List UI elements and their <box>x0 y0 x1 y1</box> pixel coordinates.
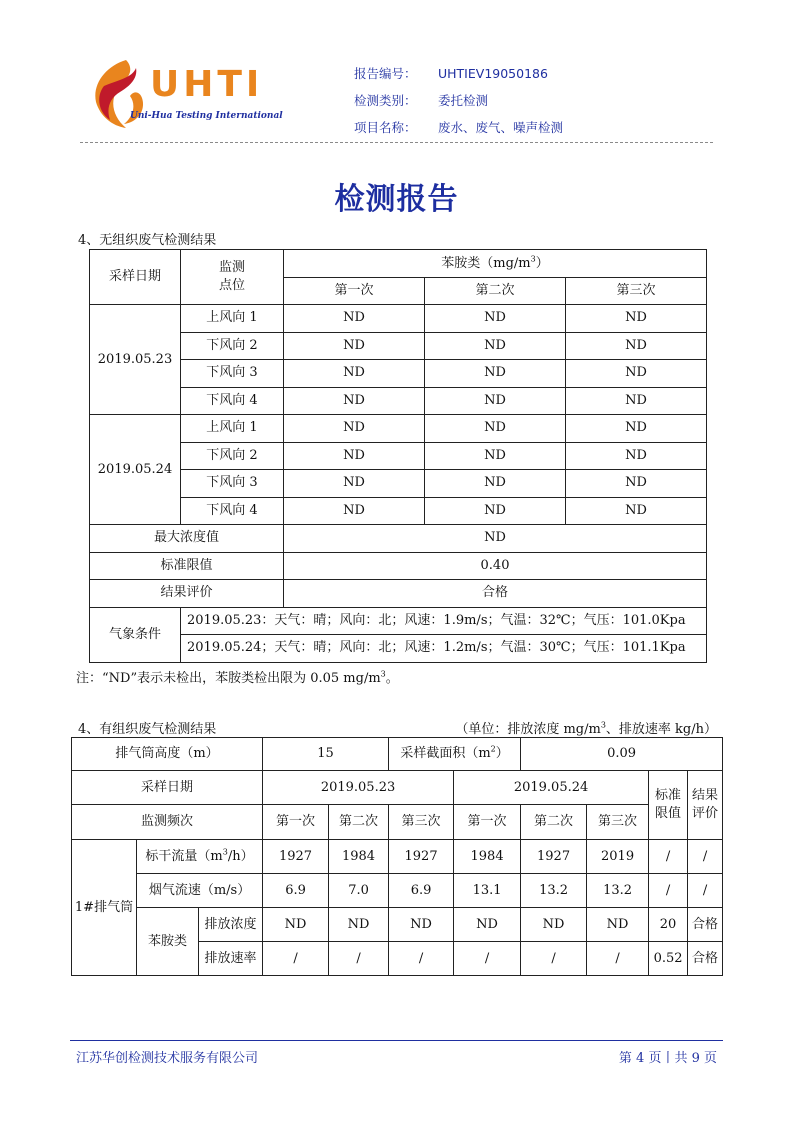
limit-cell: 20 <box>649 908 688 942</box>
date-1: 2019.05.23 <box>263 771 454 805</box>
value-cell: / <box>389 942 454 976</box>
value-cell: ND <box>284 415 425 443</box>
weather-row <box>90 635 707 663</box>
weather-row <box>90 607 707 635</box>
time-cell: 第一次 <box>263 805 329 840</box>
value-cell: ND <box>566 360 707 388</box>
table-row <box>90 497 707 525</box>
test-type: 委托检测 <box>438 93 489 108</box>
value-cell: 2019 <box>587 840 649 874</box>
logo-tagline: Uni-Hua Testing International <box>130 111 283 121</box>
area-label: 采样截面积$(m^2)$ <box>389 738 521 771</box>
value-cell: / <box>587 942 649 976</box>
table-row <box>90 360 707 388</box>
detection-note: 注：“ND”表示未检出，苯胺类检出限为 0.05 $mg/m^3$。 <box>76 669 399 686</box>
value-cell: ND <box>284 360 425 388</box>
eval-cell: / <box>688 840 723 874</box>
limit-value: 0.40 <box>284 552 707 580</box>
speed-label: 烟气流速（m/s） <box>137 874 263 908</box>
value-cell: ND <box>566 332 707 360</box>
value-cell: / <box>329 942 389 976</box>
value-cell: / <box>454 942 521 976</box>
max-row <box>90 525 707 553</box>
time-cell: 第二次 <box>521 805 587 840</box>
col-time-3: 第三次 <box>566 278 707 305</box>
col-time-2: 第二次 <box>425 278 566 305</box>
report-no: UHTIEV19050186 <box>438 66 548 81</box>
value-cell: ND <box>425 332 566 360</box>
table-row <box>72 908 723 942</box>
company-logo <box>86 56 286 136</box>
monitor-point: 下风向 4 <box>181 497 284 525</box>
limit-label: 标准限值 <box>90 552 284 580</box>
col-sample-date: 采样日期 <box>90 250 181 305</box>
sample-date: 2019.05.24 <box>90 415 181 525</box>
flow-label: 标干流量$(m^3/h)$ <box>137 840 263 874</box>
result-value: 合格 <box>284 580 707 608</box>
footer-company: 江苏华创检测技术服务有限公司 <box>76 1051 259 1066</box>
col-time-1: 第一次 <box>284 278 425 305</box>
limit-row <box>90 552 707 580</box>
value-cell: / <box>521 942 587 976</box>
value-cell: 7.0 <box>329 874 389 908</box>
value-cell: ND <box>425 497 566 525</box>
result-label: 结果评价 <box>90 580 284 608</box>
stack-height-label: 排气筒高度（m） <box>72 738 263 771</box>
value-cell: / <box>263 942 329 976</box>
value-cell: 1927 <box>521 840 587 874</box>
value-cell: ND <box>566 305 707 333</box>
monitor-point: 上风向 1 <box>181 415 284 443</box>
value-cell: ND <box>284 305 425 333</box>
limit-cell: / <box>649 840 688 874</box>
monitor-point: 下风向 2 <box>181 332 284 360</box>
col-monitor-point: 监测 点位 <box>181 250 284 305</box>
stack-gas-table <box>71 737 723 976</box>
time-cell: 第三次 <box>587 805 649 840</box>
section2-unit-note: （单位：排放浓度 $mg/m^3$、排放速率 kg/h） <box>455 720 717 737</box>
value-cell: 6.9 <box>389 874 454 908</box>
max-label: 最大浓度值 <box>90 525 284 553</box>
monitor-point: 下风向 2 <box>181 442 284 470</box>
value-cell: 1984 <box>454 840 521 874</box>
report-no-label: 报告编号： <box>354 66 417 81</box>
limit-cell: / <box>649 874 688 908</box>
value-cell: ND <box>566 470 707 498</box>
footer-divider <box>70 1040 723 1041</box>
value-cell: ND <box>425 470 566 498</box>
project-name: 废水、废气、噪声检测 <box>438 120 564 135</box>
section2-title: 4、有组织废气检测结果 <box>78 722 217 737</box>
value-cell: ND <box>425 415 566 443</box>
value-cell: ND <box>566 442 707 470</box>
table-row <box>72 840 723 874</box>
sample-date: 2019.05.23 <box>90 305 181 415</box>
table-row <box>90 387 707 415</box>
monitor-point: 上风向 1 <box>181 305 284 333</box>
value-cell: ND <box>284 332 425 360</box>
value-cell: ND <box>587 908 649 942</box>
weather-label: 气象条件 <box>90 607 181 662</box>
conc-label: 排放浓度 <box>199 908 263 942</box>
monitor-point: 下风向 3 <box>181 470 284 498</box>
result-row <box>90 580 707 608</box>
value-cell: ND <box>566 497 707 525</box>
logo-wordmark: UHTI <box>150 64 264 105</box>
table-row <box>90 305 707 333</box>
value-cell: ND <box>284 387 425 415</box>
time-cell: 第一次 <box>454 805 521 840</box>
value-cell: ND <box>263 908 329 942</box>
time-cell: 第三次 <box>389 805 454 840</box>
area-value: 0.09 <box>521 738 723 771</box>
col-limit: 标准 限值 <box>649 771 688 840</box>
value-cell: ND <box>425 442 566 470</box>
value-cell: 1927 <box>263 840 329 874</box>
eval-cell: 合格 <box>688 908 723 942</box>
header-divider <box>80 142 713 143</box>
test-type-label: 检测类别： <box>354 93 417 108</box>
value-cell: ND <box>566 387 707 415</box>
value-cell: 13.2 <box>587 874 649 908</box>
col-aniline-group: 苯胺类$(mg/m^3)$ <box>284 250 707 278</box>
limit-cell: 0.52 <box>649 942 688 976</box>
rate-label: 排放速率 <box>199 942 263 976</box>
weather-day2: 2019.05.24；天气：晴；风向：北；风速：1.2m/s；气温：30℃；气压：101.1Kpa <box>181 635 707 663</box>
table-row <box>90 332 707 360</box>
value-cell: 1927 <box>389 840 454 874</box>
value-cell: 13.1 <box>454 874 521 908</box>
fugitive-gas-table <box>89 249 707 663</box>
value-cell: ND <box>425 387 566 415</box>
value-cell: 1984 <box>329 840 389 874</box>
value-cell: ND <box>329 908 389 942</box>
freq-label: 监测频次 <box>72 805 263 840</box>
project-label: 项目名称： <box>354 120 417 135</box>
value-cell: ND <box>566 415 707 443</box>
value-cell: ND <box>389 908 454 942</box>
value-cell: ND <box>284 442 425 470</box>
max-value: ND <box>284 525 707 553</box>
pollutant-name: 苯胺类 <box>137 908 199 976</box>
stack-name: 1#排气筒 <box>72 840 137 976</box>
footer-page-number: 第 4 页丨共 9 页 <box>618 1051 717 1066</box>
monitor-point: 下风向 3 <box>181 360 284 388</box>
value-cell: 13.2 <box>521 874 587 908</box>
table-row <box>90 415 707 443</box>
time-cell: 第二次 <box>329 805 389 840</box>
date-label: 采样日期 <box>72 771 263 805</box>
value-cell: ND <box>284 497 425 525</box>
table-row <box>90 470 707 498</box>
table-row <box>90 442 707 470</box>
weather-day1: 2019.05.23：天气：晴；风向：北；风速：1.9m/s；气温：32℃；气压：101.0Kpa <box>181 607 707 635</box>
stack-height-value: 15 <box>263 738 389 771</box>
monitor-point: 下风向 4 <box>181 387 284 415</box>
report-header-info <box>354 60 563 141</box>
value-cell: ND <box>284 470 425 498</box>
date-2: 2019.05.24 <box>454 771 649 805</box>
col-eval: 结果 评价 <box>688 771 723 840</box>
value-cell: ND <box>454 908 521 942</box>
table-row <box>72 874 723 908</box>
value-cell: ND <box>425 305 566 333</box>
value-cell: ND <box>425 360 566 388</box>
section1-title: 4、无组织废气检测结果 <box>78 233 217 248</box>
value-cell: ND <box>521 908 587 942</box>
page-title: 检测报告 <box>334 182 459 217</box>
value-cell: 6.9 <box>263 874 329 908</box>
eval-cell: / <box>688 874 723 908</box>
eval-cell: 合格 <box>688 942 723 976</box>
